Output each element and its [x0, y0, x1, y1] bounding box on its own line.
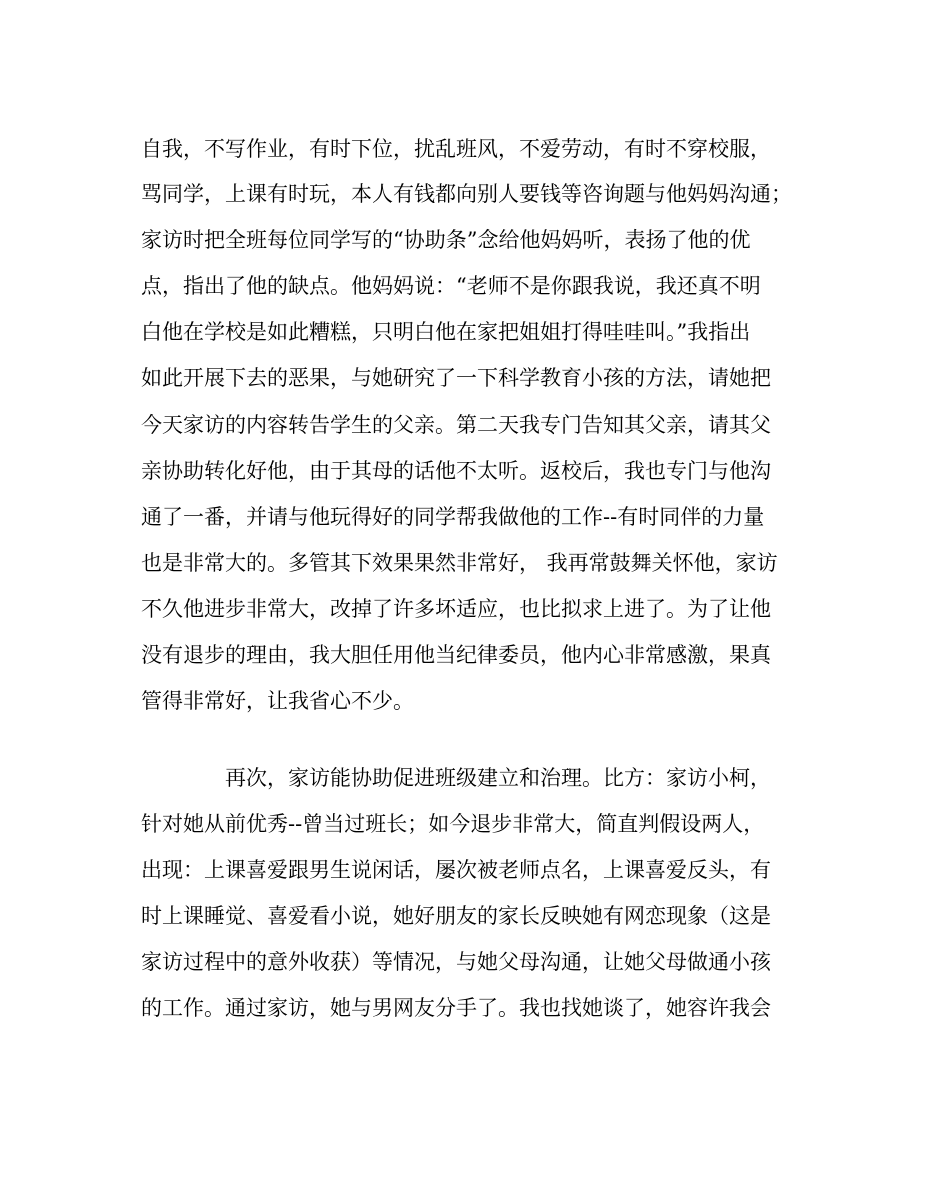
- paragraph-1-line-11: 不久他进步非常大，改掉了许多坏适应，也比拟求上进了。为了让他: [141, 597, 771, 621]
- paragraph-1-line-2: 骂同学，上课有时玩，本人有钱都向别人要钱等咨询题与他妈妈沟通；: [141, 182, 792, 206]
- paragraph-2-line-4: 时上课睡觉、喜爱看小说，她好朋友的家长反映她有网恋现象（这是: [141, 904, 771, 928]
- paragraph-1-line-1: 自我，不写作业，有时下位，扰乱班风，不爱劳动，有时不穿校服，: [141, 137, 771, 161]
- paragraph-1-line-5: 白他在学校是如此糟糕，只明白他在家把姐姐打得哇哇叫。”我指出: [141, 320, 751, 344]
- paragraph-2-line-2: 针对她从前优秀--曾当过班长；如今退步非常大，简直判假设两人，: [141, 812, 765, 836]
- paragraph-1-line-8: 亲协助转化好他，由于其母的话他不太听。返校后，我也专门与他沟: [141, 459, 771, 483]
- paragraph-2-line-6: 的工作。通过家访，她与男网友分手了。我也找她谈了，她容许我会: [141, 996, 771, 1020]
- paragraph-1-line-4: 点，指出了他的缺点。他妈妈说：“老师不是你跟我说，我还真不明: [141, 274, 761, 298]
- paragraph-2-line-5: 家访过程中的意外收获）等情况，与她父母沟通，让她父母做通小孩: [141, 950, 771, 974]
- paragraph-1-line-9: 通了一番，并请与他玩得好的同学帮我做他的工作--有时同伴的力量: [141, 505, 765, 529]
- paragraph-2-line-3: 出现：上课喜爱跟男生说闲话，屡次被老师点名，上课喜爱反头，有: [141, 858, 771, 882]
- paragraph-1-line-10: 也是非常大的。多管其下效果果然非常好， 我再常鼓舞关怀他，家访: [141, 551, 778, 575]
- paragraph-2-line-1: 再次，家访能协助促进班级建立和治理。比方：家访小柯，: [225, 766, 771, 790]
- paragraph-1-line-13: 管得非常好，让我省心不少。: [141, 689, 414, 713]
- paragraph-1-line-3: 家访时把全班每位同学写的“协助条”念给他妈妈听，表扬了他的优: [141, 228, 751, 252]
- paragraph-1-line-12: 没有退步的理由，我大胆任用他当纪律委员，他内心非常感激，果真: [141, 643, 771, 667]
- paragraph-1-line-6: 如此开展下去的恶果，与她研究了一下科学教育小孩的方法，请她把: [141, 366, 771, 390]
- paragraph-1-line-7: 今天家访的内容转告学生的父亲。第二天我专门告知其父亲，请其父: [141, 413, 771, 437]
